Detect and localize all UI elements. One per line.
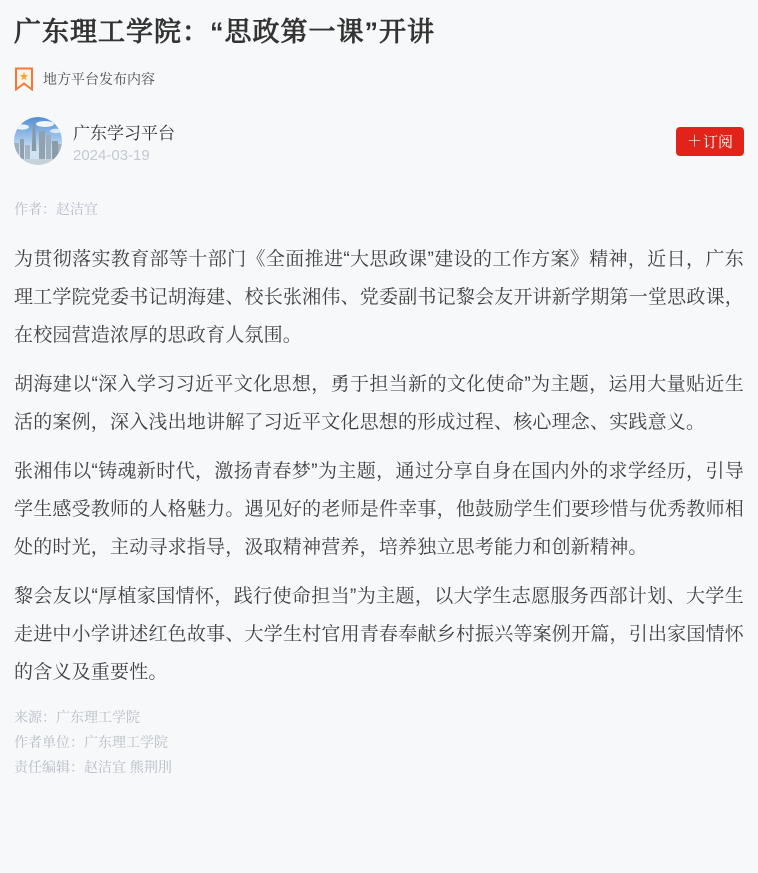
- article-footer: [14, 705, 744, 780]
- article-paragraph: 为贯彻落实教育部等十部门《全面推进“大思政课”建设的工作方案》精神，近日，广东理工学院党委书记胡海建、校长张湘伟、党委副书记黎会友开讲新学期第一堂思政课，在校园营造浓厚的思政育人氛围。: [14, 249, 744, 346]
- editor-line: 责任编辑：赵洁宜 熊荆刖: [14, 759, 172, 775]
- article-paragraph: 黎会友以“厚植家国情怀，践行使命担当”为主题，以大学生志愿服务西部计划、大学生走进中小学讲述红色故事、大学生村官用青春奉献乡村振兴等案例开篇，引出家国情怀的含义及重要性。: [14, 586, 744, 683]
- subscribe-button[interactable]: [676, 127, 744, 156]
- publish-date: 2024-03-19: [73, 146, 150, 164]
- subscribe-label: 订阅: [702, 133, 733, 151]
- article-paragraph: 张湘伟以“铸魂新时代，激扬青春梦”为主题，通过分享自身在国内外的求学经历，引导学生感受教师的人格魅力。遇见好的老师是件幸事，他鼓励学生们要珍惜与优秀教师相处的时光，主动寻求指导，汲取精神营养，培养独立思考能力和创新精神。: [14, 461, 744, 558]
- platform-name[interactable]: 广东学习平台: [73, 123, 175, 143]
- plus-icon: ＋: [686, 132, 702, 150]
- author-line: 作者：赵洁宜: [14, 201, 98, 217]
- platform-avatar[interactable]: [14, 117, 62, 165]
- platform-badge: [14, 67, 744, 91]
- author-unit-line: 作者单位：广东理工学院: [14, 734, 168, 750]
- badge-label: 地方平台发布内容: [43, 71, 155, 87]
- article-body: [14, 241, 744, 692]
- source-row: [14, 117, 744, 165]
- page-title: 广东理工学院：“思政第一课”开讲: [14, 17, 435, 47]
- article-paragraph: 胡海建以“深入学习习近平文化思想，勇于担当新的文化使命”为主题，运用大量贴近生活的案例，深入浅出地讲解了习近平文化思想的形成过程、核心理念、实践意义。: [14, 374, 744, 433]
- source-meta: [73, 119, 175, 164]
- ribbon-star-icon: [14, 67, 34, 91]
- source-line: 来源：广东理工学院: [14, 709, 140, 725]
